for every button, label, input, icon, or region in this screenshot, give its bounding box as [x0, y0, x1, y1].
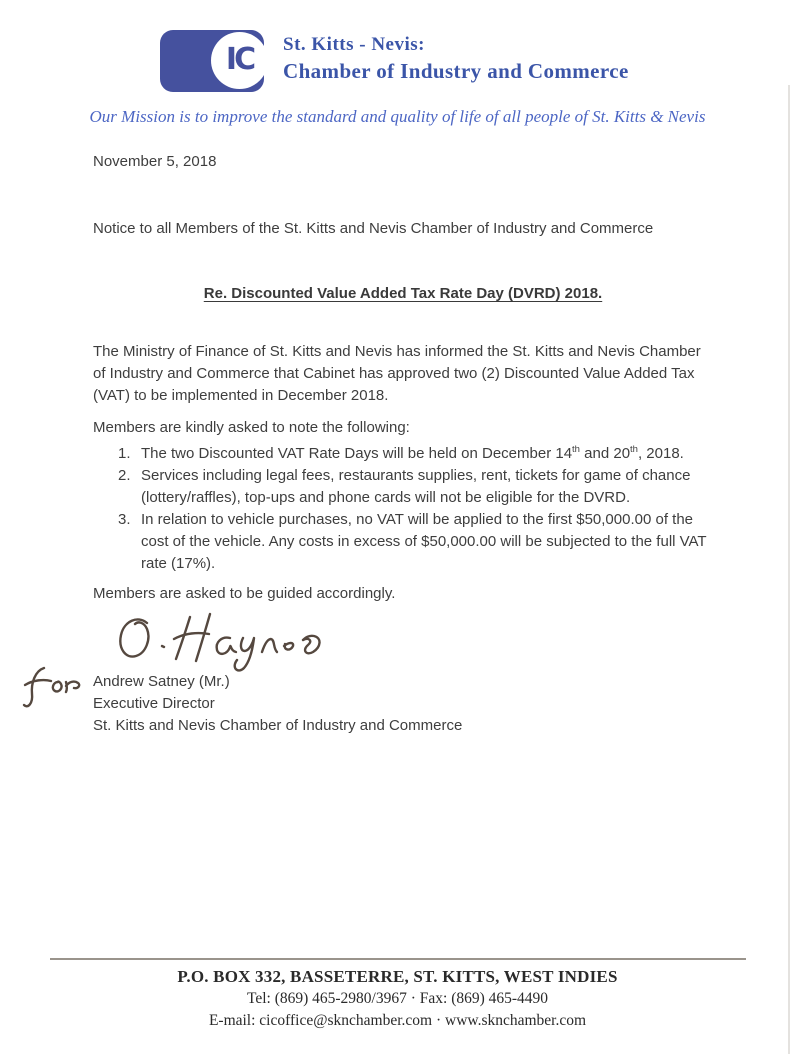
footer-email-web: E-mail: cicoffice@sknchamber.com · www.sknchamber.com: [208, 1012, 587, 1029]
mission-statement: Our Mission is to improve the standard and quality of life of all people of St. Kitts & Nevis: [89, 107, 706, 126]
org-name-line1: St. Kitts - Nevis:: [283, 34, 425, 55]
subject-text: Re. Discounted Value Added Tax Rate Day (DVRD) 2018.: [203, 285, 603, 302]
footer-tel-fax: Tel: (869) 465-2980/3967 · Fax: (869) 465-4490: [246, 990, 549, 1007]
list-item: [118, 465, 713, 509]
paragraph-1: The Ministry of Finance of St. Kitts and Nevis has informed the St. Kitts and Nevis Chamber of Industry and Commerce that Cabinet has approved two (2) Discounted Value Added Tax (VAT) to be implemented in December 2018.: [93, 343, 701, 404]
org-name: [283, 34, 629, 84]
list-item-number: 2.: [118, 467, 131, 484]
closing-line: Members are asked to be guided accordingly.: [93, 585, 396, 602]
notice-line: Notice to all Members of the St. Kitts and Nevis Chamber of Industry and Commerce: [93, 220, 654, 237]
letterhead: [160, 30, 795, 92]
item1-pre: The two Discounted VAT Rate Days will be held on December 14: [141, 445, 573, 462]
org-name-line2: Chamber of Industry and Commerce: [283, 59, 629, 83]
item1-mid: and 20: [579, 445, 631, 462]
letter-page: [0, 30, 795, 1054]
footer-address: P.O. BOX 332, BASSETERRE, ST. KITTS, WEST INDIES: [177, 967, 618, 986]
item1-post: , 2018.: [637, 445, 684, 462]
letter-body: [93, 151, 713, 737]
list-item: [118, 443, 713, 465]
chamber-logo: [160, 30, 264, 92]
signer-org: St. Kitts and Nevis Chamber of Industry and Commerce: [93, 717, 463, 734]
signer-name: Andrew Satney (Mr.): [93, 673, 230, 690]
logo-circle: [211, 32, 268, 89]
logo-letters: IC: [225, 42, 254, 77]
footer-divider: [50, 958, 746, 960]
list-item-text: In relation to vehicle purchases, no VAT will be applied to the first $50,000.00 of the cost of the vehicle. Any costs in excess of $50,000.00 will be subjected to the full VAT rate (17%).: [141, 511, 707, 572]
subject-line: [93, 283, 713, 305]
list-item-text: Services including legal fees, restaurants supplies, rent, tickets for game of chance (lottery/raffles), top-ups and phone cards will not be eligible for the DVRD.: [141, 467, 691, 506]
vat-notes-list: [93, 443, 713, 575]
list-intro: Members are kindly asked to note the following:: [93, 419, 410, 436]
item1-sup1: th: [572, 444, 580, 455]
list-item-number: 1.: [118, 445, 131, 462]
handwritten-for: [20, 665, 82, 711]
signer-details: [93, 671, 713, 737]
letter-date: November 5, 2018: [93, 153, 217, 170]
item1-sup2: th: [630, 444, 638, 455]
letter-footer: [0, 958, 795, 1032]
handwritten-signature: [111, 609, 346, 673]
signature-block: [93, 609, 713, 737]
list-item-text: [141, 443, 713, 465]
list-item-number: 3.: [118, 511, 131, 528]
list-item: [118, 509, 713, 575]
signer-title: Executive Director: [93, 695, 215, 712]
